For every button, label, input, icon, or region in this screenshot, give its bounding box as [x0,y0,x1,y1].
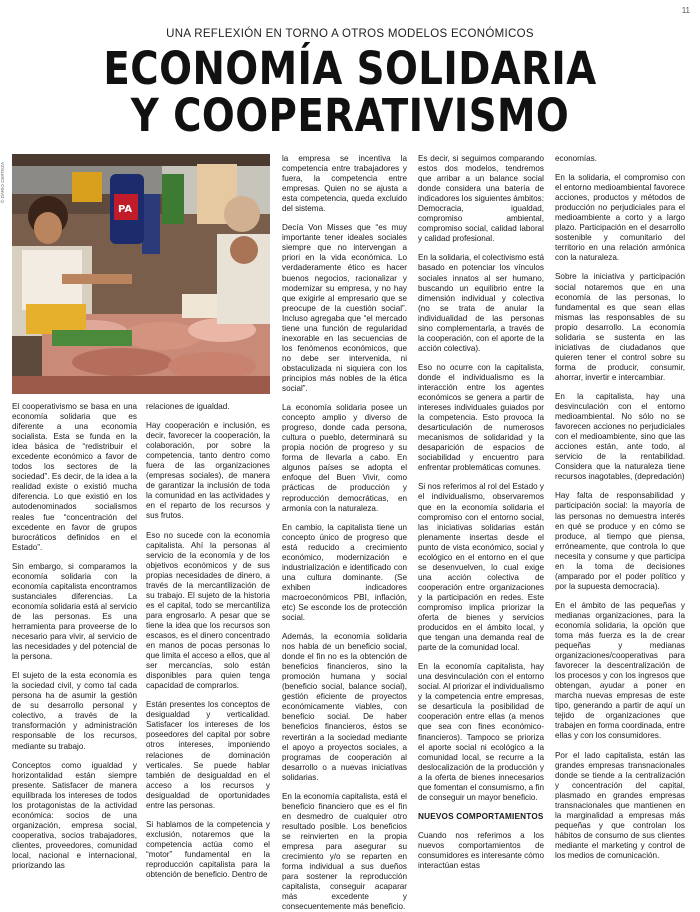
paragraph: En cambio, la capitalista tiene un concepto único de progreso que está reducido a crecimiento económico, modernización e industrialización e identificado con una cultura dominante. (Se exhiben indicadores macroeconómicos PBI, inflación, etc) Se esconde los de protección social. [282,522,407,623]
market-illustration [12,154,270,394]
paragraph: economías. [555,154,598,163]
paragraph: Conceptos como igualdad y horizontalidad están siempre presente. Satisfacer de manera equilibrada los intereses de todos los protagonistas de la actividad económica: socios de una organización, empresa social, cooperativa, socios trabajadores, clientes, proveedores, comunidad local, nacional e internacional, priorizando las [12,760,137,871]
paragraph: Es decir, si seguimos comparando estos dos modelos, tendremos que arribar a un balance social donde considera una batería de indicadores los siguientes ámbitos: Democracia, igualdad, compromiso ambiental, compromiso social, calidad laboral y calidad profesional. [418,154,545,244]
kicker: UNA REFLEXIÓN EN TORNO A OTROS MODELOS ECONÓMICOS [166,28,534,40]
paragraph: Eso no ocurre con la capitalista, donde el individualismo es la interacción entre los agentes económicos se genera a partir de intereses individuales guiados por la competencia. Esto provoca la desarticulación de numerosos mecanismos de solidaridad y la desaparición de espacios de sociabilidad y encuentro para enfrentar problemáticas comunes. [418,362,544,473]
photo-credit [2,160,10,210]
paragraph: Sobre la iniciativa y participación social notaremos que en una economía de las personas, lo fundamental es que sean ellas mismas las responsables de su propio desarrollo. La economía solidaria se sustenta en las iniciativas de ciudadanos que quieren tener el control sobre su forma de producir, consumir, ahorrar, invertir e intercambiar. [555,272,685,382]
paragraph: Cuando nos referimos a los nuevos comportamientos de consumidores es interesante cómo interactúan estas [418,830,545,871]
paragraph: relaciones de igualdad. [146,402,230,411]
article-column-5 [555,154,685,860]
paragraph: Están presentes los conceptos de desigualdad y verticalidad. Satisfacer los intereses de los poseedores del capital por sobre otros intereses, imponiendo relaciones de dominación verticales. Se puede hablar también de desigualdad en el acceso a los recursos y desigualdad de oportunidades entre las personas. [146,700,270,810]
paragraph: En el ámbito de las pequeñas y medianas organizaciones, para la economía solidaria, la opción que toma más fuerza es la de crear pequeñas y medianas organizaciones/cooperativas para favorecer la descentralización de los procesos y con los ingresos que obtengan, ayudar a poner en marcha nuevas empresas de este tipo, generando a partir de aquí un tejido de organizaciones que trabajen en forma coordinada, entre ellas y con los consumidores. [555,600,685,741]
paragraph: En la solidaria, el colectivismo está basado en potenciar los vínculos sociales innatos al ser humano, buscando un equilibrio entre la dimensión individual y colectiva (no se trata de anular la individualidad de las personas sino complementarla, a través de la cooperación, con el aporte de la acción colectiva). [418,253,544,353]
paragraph: Si nos referimos al rol del Estado y el individualismo, observaremos que en la economía solidaria el compromiso con el entorno social, las iniciativas solidarias están plenamente insertas desde el punto de vista económico, social y ecológico en el entorno en el que se desenvuelven, lo cual exige una acción colectiva de cooperación entre organizaciones y la participación en redes. Este compromiso implica priorizar la oferta de bienes y servicios producidos en el ámbito local, y que tengan una demanda real de parte de la comunidad local. [418,482,544,653]
article-column-4 [418,154,545,871]
photo-credit-text: © DARIO CERTEZA [0,162,5,203]
paragraph: Si hablamos de la competencia y exclusión, notaremos que la competencia actúa como el “motor” fundamental en la reproducción capitalista para la obtención de beneficio. Dentro de [146,819,270,880]
paragraph: Hay cooperación e inclusión, es decir, favorecer la cooperación, la colaboración, por sobre la competencia, tanto dentro como fuera de las organizaciones (empresas sociales), de manera de garantizar la inclusión de toda la comunidad en las actividades y en el reparto de los recursos y sus frutos. [146,421,270,521]
market-photo [12,154,270,394]
paragraph: Hay falta de responsabilidad y participación social: la mayoría de las personas no demuestra interés en qué se produce y en cómo se produce, al tiempo que piensa, erróneamente, que controla lo que necesita y consume y que participa en la toma de decisiones (amparado por el poder político y por la supuesta democracia). [555,491,685,591]
paragraph: Por el lado capitalista, están las grandes empresas transnacionales donde se tiende a la centralización y concentración del capital, plasmado en grandes empresas transnacionales que mantienen en la marginalidad a empresas más pequeñas y que controlan los hábitos de consumo de sus clientes mediante el marketing y control de los medios de comunicación. [555,750,685,860]
paragraph: Eso no sucede con la economía capitalista. Ahí la personas al servicio de la economía y de los objetivos económicos y de sus propias necesidades de dinero, a través de la mercantilización de su trabajo. El sujeto de la historia es el capital, todo se mercantiliza para engrosarlo. A pesar que se tiene la idea que los recursos son escasos, es el dinero concentrado en manos de pocas personas lo que limita el acceso a ellos, que al ser mercancías, solo están disponibles para quien tenga capacidad de comprarlos. [146,530,270,691]
paragraph: Decía Von Misses que “es muy importante tener ideales sociales siempre que no intervengan a priori en la vida económica. Lo verdaderamente ético es hacer buenos negocios, racionalizar y modernizar su empresa, y no hay que exigirle al empresario que se preocupe de la cuestión social”. Incluso agregaba que “el mercado tiene una función de regularidad inexorable en las secuencias de los fenómenos económicos, que no debe ser intervenida, ni obstaculizada ni siquiera con los principios más nobles de la ética social”. [282,223,407,394]
headline-line-1: ECONOMÍA SOLIDARIA [103,42,597,95]
paragraph: La economía solidaria posee un concepto amplio y diverso de progreso, donde cada persona, cultura o pueblo, determinará su propia noción de progreso y su forma de llevarla a cabo. En algunos países se adopta el enfoque del Buen Vivir, como prácticas de producción y reproducción democráticas, en armonía con la naturaleza. [282,403,407,513]
paragraph: la empresa se incentiva la competencia entre trabajadores y fuera, la competencia entre empresas. Quien no se ajusta a esta competencia, queda excluido del sistema. [282,154,407,214]
paragraph: En la solidaria, el compromiso con el entorno medioambiental favorece acciones, productos y métodos de producción no perjudiciales para el medioambiente a corto y a largo plazo. Participación en el desarrollo sostenible y comunitario del territorio en una relación armónica con la naturaleza. [555,173,685,263]
headline-line-2: Y COOPERATIVISMO [130,89,570,142]
page-number: 11 [681,6,690,15]
article-column-1 [12,402,137,871]
paragraph: En la economía capitalista, hay una desvinculación con el entorno social. Al priorizar el individualismo y la competencia entre empresas, se desarticula la posibilidad de cooperación entre ellas (a menos que sea con fines económico-financieros). Tampoco se prioriza el aporte social ni ecológico a la comunidad local, se recurre a la deslocalización de la producción y a la oferta de bienes innecesarios que fomentan el consumismo, a fin de conseguir un mayor beneficio. [418,662,545,802]
paragraph: Además, la economía solidaria nos habla de un beneficio social, donde el fin no es la obtención de beneficios financieros, sino la promoción humana y social (beneficio social, balance social), gestión eficiente de proyectos económicamente viables, con beneficio social. De haber beneficios financieros, éstos se revertirán a la sociedad mediante el apoyo a proyectos sociales, a programas de cooperación al desarrollo o a nuevas iniciativas solidarias. [282,632,407,782]
paragraph: En la capitalista, hay una desvinculación con el entorno medioambiental. No sólo no se favorecen acciones no perjudiciales con el medioambiente, sino que las acciones están, ante todo, al servicio de la rentabilidad. Considera que la naturaleza tiene recursos inagotables, (depredación) [555,391,685,482]
paragraph: El sujeto de la esta economía es la sociedad civil, y como tal cada persona ha de asumir la gestión de su desarrollo personal y colectivo, a través de la transformación y administración responsable de los recursos, mediante su trabajo. [12,671,137,751]
paragraph: En la economía capitalista, está el beneficio financiero que es el fin en desmedro de cualquier otro resultado posible. Los beneficios se reinvierten en la propia empresa para asegurar su crecimiento y/o se reparten en forma individual a sus dueños para sostener la reproducción capitalista, conseguir acaparar más excedente y consecuentemente más beneficio. [282,791,407,912]
article-column-2 [146,402,270,880]
section-heading: NUEVOS COMPORTAMIENTOS [418,811,544,821]
paragraph: Sin embargo, si comparamos la economía solidaria con la economía capitalista encontramos sustanciales diferencias. La economía solidaria está al servicio de las personas. Es una herramienta para proveerse de lo necesario para vivir, al servicio de las necesidades y del potencial de la persona. [12,561,137,662]
bag-sign-text: PA [118,204,133,215]
article-column-3 [282,154,407,912]
paragraph: El cooperativismo se basa en una economía solidaria que es diferente a una economía socialista. Esta se funda en la idea básica de “redistribuir el excedente económico a favor de todos los sectores de la sociedad”. Es decir, de la idea a la realidad existe o existió mucha diferencia. Lo que existió en los autodenominados socialismos reales fue “concentración del excedente en favor de grupos burocráticos definidos en el Estado”. [12,402,137,552]
